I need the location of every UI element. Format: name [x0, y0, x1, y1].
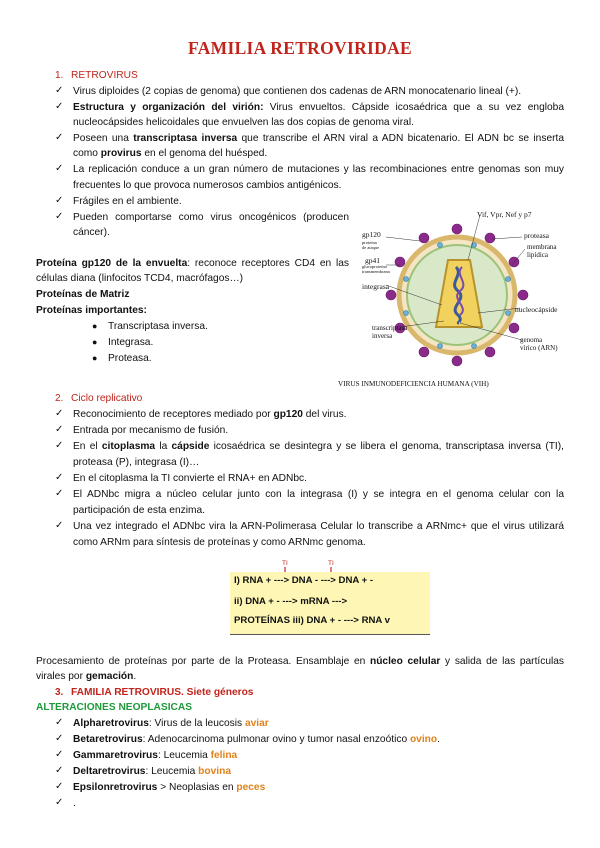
bullet-estructura-cont: nucleocápsides helicoidales que envuelven las dos copias de genoma viral.: [73, 117, 414, 128]
cycle-step-2: Entrada por mecanismo de fusión.: [73, 425, 229, 436]
check-icon: ✓: [55, 520, 64, 531]
check-icon: ✓: [55, 488, 64, 499]
check-icon: ✓: [55, 163, 64, 174]
ti-label: TI: [282, 560, 288, 567]
check-icon: ✓: [55, 211, 64, 222]
check-icon: ✓: [55, 472, 64, 483]
section-2-heading: Ciclo replicativo: [71, 393, 143, 404]
check-icon: ✓: [55, 717, 64, 728]
reaction-box: [230, 572, 430, 635]
genus-item: Betaretrovirus: Adenocarcinoma pulmonar ovino y tumor nasal enzoótico ovino.: [73, 734, 440, 745]
check-icon: ✓: [55, 749, 64, 760]
bullet-replicacion-cont: frecuentes lo que provoca numerosos cambios antigénicos.: [73, 180, 342, 191]
important-proteins: Proteínas importantes:: [36, 305, 147, 316]
cycle-step-6: Una vez integrado el ADNbc vira la ARN-Polimerasa Celular lo transcribe a ARNmc+ que el virus utilizará: [73, 521, 564, 532]
check-icon: ✓: [55, 781, 64, 792]
bullet-transcriptasa-cont: como provirus en el genoma del huésped.: [73, 148, 268, 159]
section-3-number: 3.: [55, 687, 64, 698]
bullet-dot-icon: ●: [92, 321, 98, 331]
bullet-diploides: Virus diploides (2 copias de genoma) que contienen dos cadenas de ARN monocatenario lineal (+).: [73, 86, 522, 97]
genus-item: Gammaretrovirus: Leucemia felina: [73, 750, 238, 761]
check-icon: ✓: [55, 797, 64, 808]
bullet-dot-icon: ●: [92, 337, 98, 347]
cycle-step-1: Reconocimiento de receptores mediado por gp120 del virus.: [73, 409, 347, 420]
check-icon: ✓: [55, 195, 64, 206]
section-1-number: 1.: [55, 70, 64, 81]
label-gp120-sub: proteína de ataque: [362, 240, 380, 250]
matrix-proteins: Proteínas de Matriz: [36, 289, 130, 300]
bullet-estructura: Estructura y organización del virión: Virus envueltos. Cápside icosaédrica que a su vez engloba: [73, 102, 564, 113]
genus-item-empty: .: [73, 798, 76, 809]
label-gp41: gp41: [365, 256, 380, 265]
bullet-oncogenicos: Pueden comportarse como virus oncogénicos (producen: [73, 212, 349, 223]
bullet-oncogenicos-cont: cáncer).: [73, 227, 110, 238]
reaction-line-2: ii) DNA + - ---> mRNA --->: [234, 596, 348, 607]
alteraciones-heading: ALTERACIONES NEOPLASICAS: [36, 702, 193, 713]
bullet-transcriptasa: Poseen una transcriptasa inversa que transcribe el ARN viral a ADN bicatenario. El ADN bc se inserta: [73, 133, 564, 144]
label-integrasa: integrasa: [362, 282, 390, 291]
figure-caption: VIRUS INMUNODEFICIENCIA HUMANA (VIH): [338, 380, 489, 388]
label-membrana: membrana lipídica: [527, 243, 557, 259]
gp120-paragraph-cont: células diana (linfocitos TCD4, macrófagos…): [36, 273, 244, 284]
label-proteasa: proteasa: [524, 231, 549, 240]
section-1-heading: RETROVIRUS: [71, 70, 138, 81]
check-icon: ✓: [55, 132, 64, 143]
genus-item: Alpharetrovirus: Virus de la leucosis aviar: [73, 718, 269, 729]
bullet-replicacion: La replicación conduce a un gran número de mutaciones y las recombinaciones entre genomas son muy: [73, 164, 564, 175]
genus-item: Deltaretrovirus: Leucemia bovina: [73, 766, 231, 777]
genus-item: Epsilonretrovirus > Neoplasias en peces: [73, 782, 266, 793]
cycle-step-3: En el citoplasma la cápside icosaédrica se desintegra y se libera el genoma, transcriptasa inversa (TI),: [73, 441, 564, 452]
check-icon: ✓: [55, 408, 64, 419]
page-title: FAMILIA RETROVIRIDAE: [188, 38, 412, 58]
cycle-step-5: El ADNbc migra a núcleo celular junto con la integrasa (I) y se integra en el genoma celular con la: [73, 489, 564, 500]
reaction-line-3: PROTEÍNAS iii) DNA + - ---> RNA v: [234, 615, 390, 626]
ti-label: TI: [328, 560, 334, 567]
cycle-step-6-cont: como ARNm para síntesis de proteínas y como ARNmc genoma.: [73, 537, 366, 548]
processing-paragraph-cont: virales por gemación.: [36, 671, 137, 682]
bullet-fragiles: Frágiles en el ambiente.: [73, 196, 182, 207]
protein-item: Proteasa.: [108, 353, 152, 364]
label-nucleocapside: nucleocápside: [515, 305, 558, 314]
check-icon: ✓: [55, 424, 64, 435]
check-icon: ✓: [55, 440, 64, 451]
check-icon: ✓: [55, 101, 64, 112]
section-2-number: 2.: [55, 393, 64, 404]
label-transcriptasa: transcriptasa inversa: [372, 324, 408, 340]
cycle-step-3-cont: proteasa (P), integrasa (I)…: [73, 457, 200, 468]
cycle-step-5-cont: participación de esta enzima.: [73, 505, 205, 516]
section-3-heading: FAMILIA RETROVIRUS. Siete géneros: [71, 687, 254, 698]
processing-paragraph: Procesamiento de proteínas por parte de la Proteasa. Ensamblaje en núcleo celular y salida de las partículas: [36, 656, 565, 667]
bullet-dot-icon: ●: [92, 353, 98, 363]
label-gp41-sub: glucoproteína transmembrana: [362, 264, 390, 274]
check-icon: ✓: [55, 765, 64, 776]
label-vif: Vif, Vpr, Nef y p7: [477, 210, 532, 219]
label-genoma: genoma vírico (ARN): [520, 336, 558, 352]
reaction-line-1: I) RNA + ---> DNA - ---> DNA + -: [234, 575, 374, 586]
gp120-paragraph: Proteína gp120 de la envuelta: reconoce receptores CD4 en las: [36, 258, 349, 269]
check-icon: ✓: [55, 733, 64, 744]
cycle-step-4: En el citoplasma la TI convierte el RNA+ en ADNbc.: [73, 473, 307, 484]
protein-item: Integrasa.: [108, 337, 154, 348]
check-icon: ✓: [55, 85, 64, 96]
label-gp120: gp120: [362, 230, 381, 239]
protein-item: Transcriptasa inversa.: [108, 321, 208, 332]
